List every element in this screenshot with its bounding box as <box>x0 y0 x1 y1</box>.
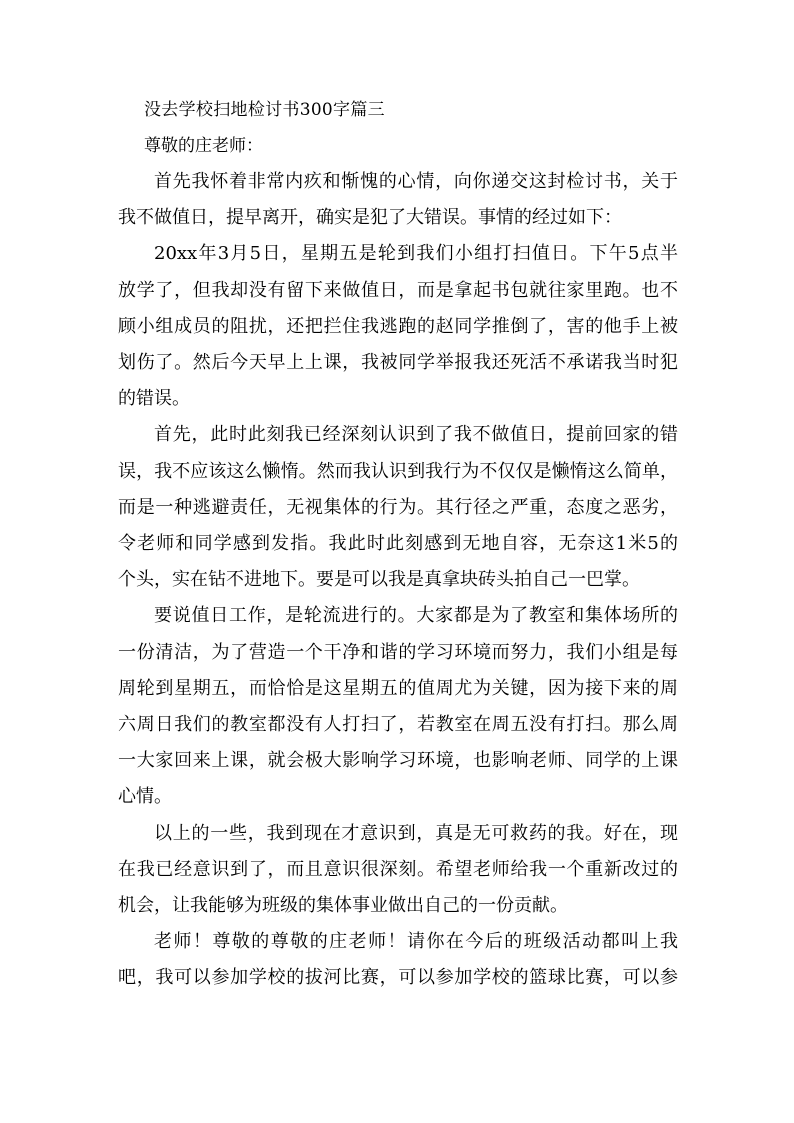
paragraph-line: 周轮到星期五，而恰恰是这星期五的值周尤为关键，因为接下来的周 <box>118 677 678 699</box>
paragraph-line: 首先，此时此刻我已经深刻认识到了我不做值日，提前回家的错 <box>154 424 678 446</box>
paragraph-line: 个头，实在钻不进地下。要是可以我是真拿块砖头拍自己一巴掌。 <box>118 569 640 591</box>
document-title: 没去学校扫地检讨书300字篇三 <box>144 100 385 120</box>
paragraph-line: 顾小组成员的阻扰，还把拦住我逃跑的赵同学推倒了，害的他手上被 <box>118 315 678 337</box>
paragraph-line: 的错误。 <box>118 388 190 410</box>
document-body <box>118 164 678 997</box>
body-paragraph <box>118 236 678 417</box>
paragraph-line: 而是一种逃避责任，无视集体的行为。其行径之严重，态度之恶劣， <box>118 496 678 518</box>
paragraph-line: 误，我不应该这么懒惰。然而我认识到我行为不仅仅是懒惰这么简单， <box>118 460 678 482</box>
paragraph-line: 机会，让我能够为班级的集体事业做出自己的一份贡献。 <box>118 895 568 917</box>
paragraph-line: 心情。 <box>118 786 172 808</box>
paragraph-line: 六周日我们的教室都没有人打扫了，若教室在周五没有打扫。那么周 <box>118 714 678 736</box>
body-paragraph <box>118 417 678 598</box>
paragraph-line: 老师！尊敬的尊敬的庄老师！请你在今后的班级活动都叫上我 <box>154 931 678 953</box>
paragraph-line: 一大家回来上课，就会极大影响学习环境，也影响老师、同学的上课 <box>118 750 678 772</box>
body-paragraph <box>118 924 678 996</box>
paragraph-line: 在我已经意识到了，而且意识很深刻。希望老师给我一个重新改过的 <box>118 858 678 880</box>
paragraph-line: 以上的一些，我到现在才意识到，真是无可救药的我。好在，现 <box>154 822 678 844</box>
paragraph-line: 吧，我可以参加学校的拔河比赛，可以参加学校的篮球比赛，可以参 <box>118 967 678 989</box>
paragraph-line: 要说值日工作，是轮流进行的。大家都是为了教室和集体场所的 <box>154 605 678 627</box>
paragraph-line: 20xx年3月5日，星期五是轮到我们小组打扫值日。下午5点半 <box>154 243 678 265</box>
paragraph-line: 令老师和同学感到发指。我此时此刻感到无地自容，无奈这1米5的 <box>118 533 678 555</box>
paragraph-line: 划伤了。然后今天早上上课，我被同学举报我还死活不承诺我当时犯 <box>118 352 678 374</box>
body-paragraph <box>118 164 678 236</box>
salutation: 尊敬的庄老师： <box>144 136 263 156</box>
paragraph-line: 一份清洁，为了营造一个干净和谐的学习环境而努力，我们小组是每 <box>118 641 678 663</box>
body-paragraph <box>118 598 678 815</box>
document-page <box>118 92 678 997</box>
paragraph-line: 首先我怀着非常内疚和惭愧的心情，向你递交这封检讨书，关于 <box>154 171 678 192</box>
body-paragraph <box>118 816 678 925</box>
paragraph-line: 我不做值日，提早离开，确实是犯了大错误。事情的经过如下： <box>118 207 622 229</box>
paragraph-line: 放学了，但我却没有留下来做值日，而是拿起书包就往家里跑。也不 <box>118 279 678 301</box>
